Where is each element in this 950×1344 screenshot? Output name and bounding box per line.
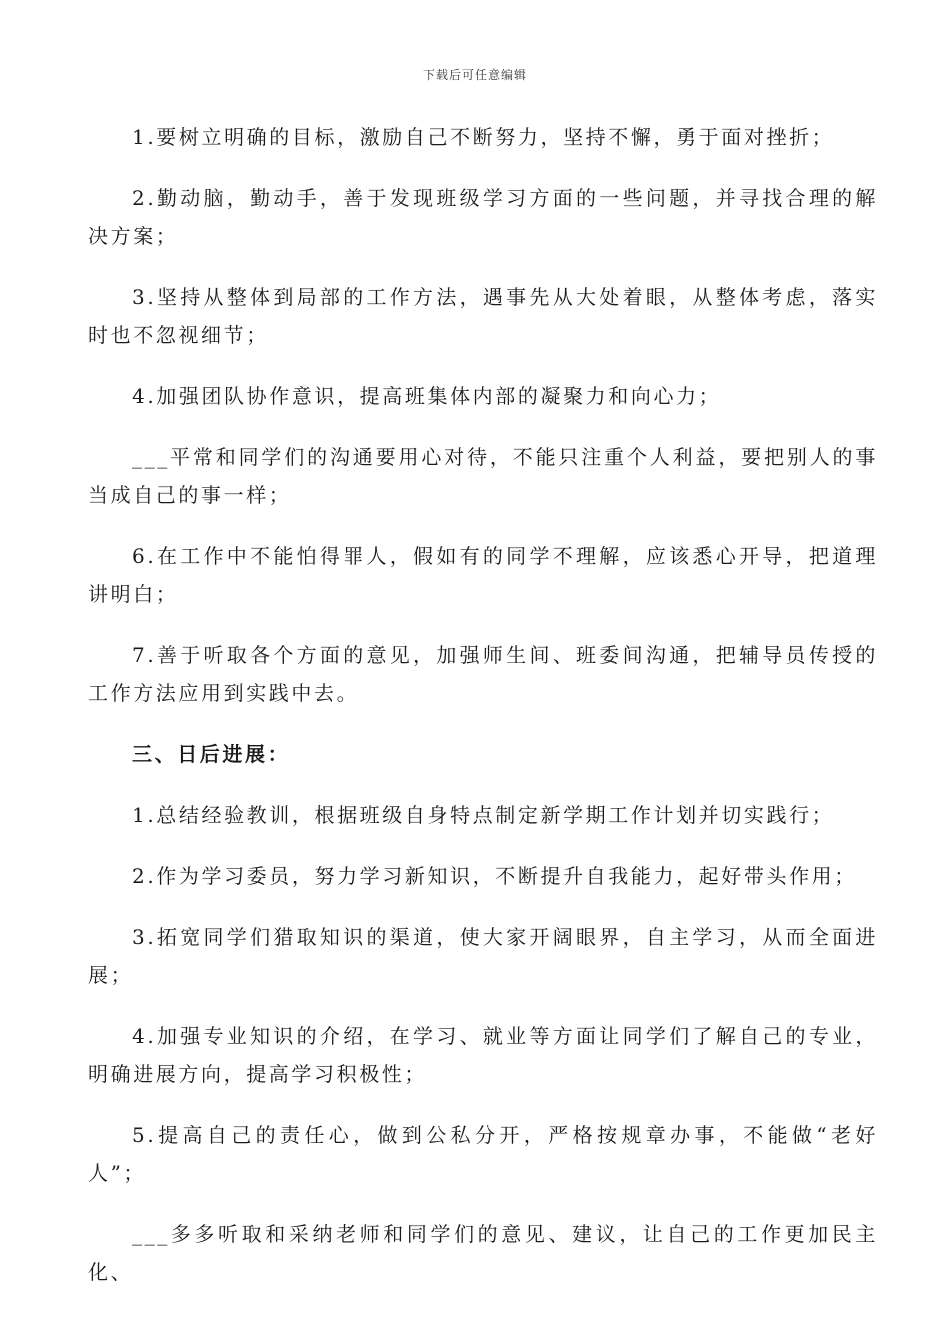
paragraph-4: 4.加强团队协作意识，提高班集体内部的凝聚力和向心力； <box>132 384 722 408</box>
section-paragraph-2: 2.作为学习委员，努力学习新知识，不断提升自我能力，起好带头作用； <box>132 864 857 888</box>
section-paragraph-3: 3.拓宽同学们猎取知识的渠道，使大家开阔眼界，自主学习，从而全面进展； <box>88 925 878 987</box>
section-paragraph-6: ___多多听取和采纳老师和同学们的意见、建议，让自己的工作更加民主化、 <box>88 1222 878 1284</box>
paragraph-7: 7.善于听取各个方面的意见，加强师生间、班委间沟通，把辅导员传授的工作方法应用到实践中去。 <box>88 643 878 705</box>
paragraph-3: 3.坚持从整体到局部的工作方法，遇事先从大处着眼，从整体考虑，落实时也不忽视细节； <box>88 285 878 347</box>
section-paragraph-4: 4.加强专业知识的介绍，在学习、就业等方面让同学们了解自己的专业，明确进展方向，提高学习积极性； <box>88 1024 878 1086</box>
paragraph-2: 2.勤动脑，勤动手，善于发现班级学习方面的一些问题，并寻找合理的解决方案； <box>88 186 878 248</box>
paragraph-6: 6.在工作中不能怕得罪人，假如有的同学不理解，应该悉心开导，把道理讲明白； <box>88 544 878 606</box>
page-header-note: 下载后可任意编辑 <box>422 68 527 82</box>
section-heading: 三、日后进展： <box>132 742 291 766</box>
paragraph-1: 1.要树立明确的目标，激励自己不断努力，坚持不懈，勇于面对挫折； <box>132 125 835 149</box>
section-paragraph-5: 5.提高自己的责任心，做到公私分开，严格按规章办事，不能做“老好人”； <box>88 1123 878 1185</box>
section-paragraph-1: 1.总结经验教训，根据班级自身特点制定新学期工作计划并切实践行； <box>132 803 835 827</box>
paragraph-5: ___平常和同学们的沟通要用心对待，不能只注重个人利益，要把别人的事当成自己的事一样； <box>88 445 878 507</box>
document-body <box>88 118 878 1314</box>
